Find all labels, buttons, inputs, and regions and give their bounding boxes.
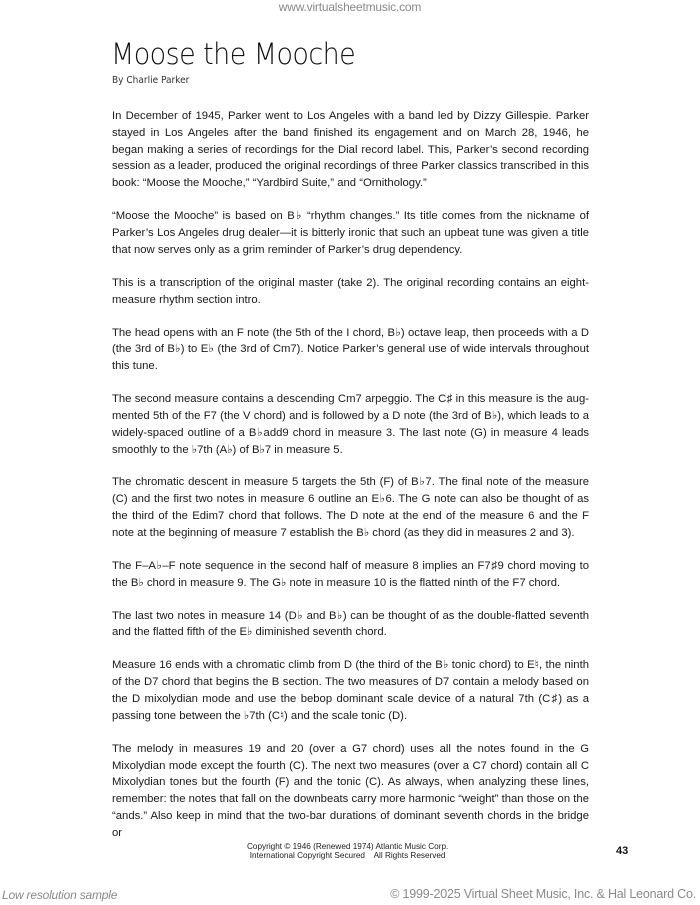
article-body: [112, 108, 589, 861]
paragraph-measure-8: The F–A♭–F note sequence in the second half of measure 8 implies an F7♯9 chord moving to the B♭ chord in measure 9. The G♭ note in measure 10 is the flatted ninth of the F7 chord.: [112, 559, 589, 589]
paragraph-transcription: This is a transcription of the original master (take 2). The original recording contains an eight-measure rhythm section intro.: [112, 276, 589, 306]
page-number: 43: [616, 845, 629, 857]
paragraph-head: The head opens with an F note (the 5th of the I chord, B♭) octave leap, then proceeds with a D (the 3rd of B♭) to E♭ (the 3rd of Cm7). Notice Parker’s general use of wide intervals throughout this tune.: [112, 326, 589, 373]
paragraph-measure-16: Measure 16 ends with a chromatic climb from D (the third of the B♭ tonic chord) to E♮, the ninth of the D7 chord that begins the B section. The two measures of D7 contain a melody based on the D mixolydian mode and use the bebop dominant scale device of a natural 7th (C♯) as a passing tone between the ♭7th (C♮) and the scale tonic (D).: [112, 659, 589, 722]
paragraph-measure-14: The last two notes in measure 14 (D♭ and B♭) can be thought of as the double-flatted seventh and the flatted fifth of the E♭ diminished seventh chord.: [112, 609, 589, 639]
sample-note: Low resolution sample: [2, 888, 118, 902]
copyright-line-2: International Copyright Secured All Rights Reserved: [249, 851, 446, 861]
copyright-notice: [247, 842, 448, 861]
site-copyright: © 1999-2025 Virtual Sheet Music, Inc. & Hal Leonard Co.: [390, 887, 696, 901]
watermark-url: www.virtualsheetmusic.com: [278, 0, 422, 14]
copyright-line-1: Copyright © 1946 (Renewed 1974) Atlantic Music Corp.: [247, 842, 449, 851]
byline: By Charlie Parker: [112, 75, 190, 86]
paragraph-intro: In December of 1945, Parker went to Los Angeles with a band led by Dizzy Gillespie. Parker stayed in Los Angeles after the band finished its engagement and on March 28, 1946, he began making a series of recordings for the Dial record label. This, Parker’s second recording session as a leader, produced the original recordings of three Parker classics transcribed in this book: “Moose the Mooche,” “Yardbird Suite,” and “Ornithology.”: [112, 110, 589, 190]
page-title: Moose the Mooche: [111, 37, 356, 71]
paragraph-measure-2: The second measure contains a descending Cm7 arpeggio. The C♯ in this measure is the augmented 5th of the F7 (the V chord) and is followed by a D note (the 3rd of B♭), which leads to a widely-spaced outline of a B♭add9 chord in measure 3. The last note (G) in measure 4 leads smoothly to the ♭7th (A♭) of B♭7 in measure 5.: [112, 393, 589, 456]
paragraph-title-origin: “Moose the Mooche” is based on B♭ “rhythm changes.” Its title comes from the nickname of Parker’s Los Angeles drug dealer—it is bitterly ironic that such an upbeat tune was given a title that now serves only as a grim reminder of Parker’s drug dependency.: [112, 210, 589, 256]
paragraph-measure-19: The melody in measures 19 and 20 (over a G7 chord) uses all the notes found in the G Mixolydian mode except the fourth (C). The next two measures (over a C7 chord) contain all C Mixolydian tones but the fourth (F) and the tonic (C). As always, when analyzing these lines, remember: the notes that fall on the downbeats carry more harmonic “weight” than those on the “ands.” Also keep in mind that the two-bar durations of dominant seventh chords in the bridge or: [112, 742, 589, 839]
paragraph-measure-5: The chromatic descent in measure 5 targets the 5th (F) of B♭7. The final note of the measure (C) and the first two notes in measure 6 outline an E♭6. The G note can also be thought of as the third of the Edim7 chord that follows. The D note at the end of the measure 6 and the F note at the beginning of measure 7 establish the B♭ chord (as they did in measures 2 and 3).: [112, 476, 589, 539]
